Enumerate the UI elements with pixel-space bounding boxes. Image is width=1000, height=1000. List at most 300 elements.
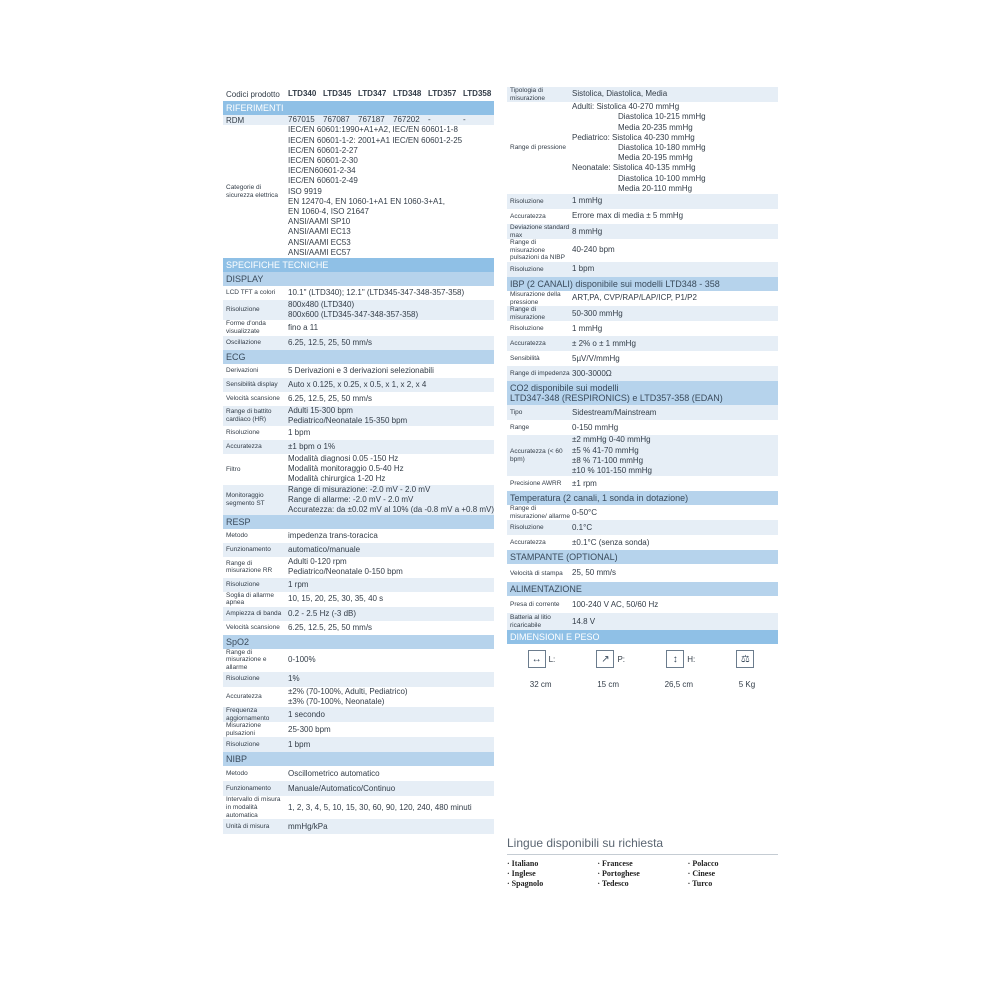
- spec-value: [570, 227, 778, 237]
- spec-line: Errore max di media ± 5 mmHg: [572, 211, 684, 221]
- language-item: · Portoghese: [597, 869, 640, 878]
- spec-line: Diastolica 10-100 mmHg: [618, 173, 706, 183]
- spec-label: Risoluzione: [510, 524, 544, 532]
- dimension-values: [507, 674, 778, 695]
- spec-label: Risoluzione: [226, 741, 260, 749]
- spec-value: [286, 300, 494, 320]
- section-ecg: ECG: [223, 350, 494, 364]
- section-nibp: NIBP: [223, 752, 494, 766]
- language-item: · Polacco: [687, 859, 719, 868]
- spec-label: Risoluzione: [510, 325, 544, 333]
- nibp-right-table: [507, 87, 778, 277]
- spec-line: automatico/manuale: [288, 545, 361, 555]
- spec-row: [223, 336, 494, 350]
- spec-value: [286, 531, 494, 541]
- rdm-label: RDM: [226, 115, 245, 125]
- product-code: LTD348: [393, 89, 422, 98]
- spec-line: Media 20-110 mmHg: [618, 183, 693, 193]
- spec-line: Adulti 15-300 bpm: [288, 405, 353, 415]
- spec-value: [286, 674, 494, 684]
- spec-line: Oscillometrico automatico: [288, 768, 380, 778]
- spec-row: [507, 224, 778, 239]
- spec-row: [507, 505, 778, 520]
- language-item: · Turco: [687, 879, 713, 888]
- spec-label: Range di misurazione pulsazioni da NIBP: [510, 239, 565, 262]
- spec-line: 1 bpm: [288, 739, 311, 749]
- spec-label: Range di misurazione: [510, 306, 546, 321]
- spec-row: [507, 306, 778, 321]
- language-item: · Tedesco: [597, 879, 629, 888]
- spec-label: Range di misurazione e allarme: [226, 648, 267, 672]
- spec-label: Risoluzione: [510, 265, 544, 273]
- co2-table: [507, 405, 778, 491]
- spec-line: Pediatrico/Neonatale 0-150 bpm: [288, 567, 403, 577]
- spec-row: [507, 87, 778, 102]
- spec-row: [507, 596, 778, 613]
- spec-row: [507, 476, 778, 491]
- languages-title: Lingue disponibili su richiesta: [507, 836, 778, 855]
- dimension-label: P:: [617, 654, 626, 664]
- languages-col-2: [597, 859, 687, 889]
- spec-value: [286, 655, 494, 665]
- spec-value: [570, 354, 778, 364]
- spec-line: Modalità chirurgica 1-20 Hz: [288, 474, 386, 484]
- dimension-item: [528, 650, 556, 668]
- spec-row: [507, 366, 778, 381]
- spec-line: mmHg/kPa: [288, 821, 328, 831]
- rdm-row: [223, 115, 494, 125]
- spec-value: [286, 580, 494, 590]
- spec-label: Risoluzione: [226, 429, 260, 437]
- spec-line: ±8 % 71-100 mmHg: [572, 455, 644, 465]
- spec-line: 1 mmHg: [572, 196, 603, 206]
- spec-value: [286, 803, 494, 813]
- spec-value: [570, 568, 778, 578]
- spec-label: Intervallo di misura in modalità automatica: [226, 796, 281, 819]
- spec-line: Manuale/Automatico/Continuo: [288, 783, 396, 793]
- spec-row: [223, 454, 494, 485]
- product-code: LTD347: [358, 89, 387, 98]
- dimension-value: 26,5 cm: [664, 680, 694, 690]
- spec-row: [223, 722, 494, 737]
- spec-line: impedenza trans-toracica: [288, 531, 378, 541]
- spec-label: Funzionamento: [226, 785, 271, 793]
- spec-label: LCD TFT a colori: [226, 289, 276, 297]
- spec-value: [570, 324, 778, 334]
- section-stampante: STAMPANTE (OPTIONAL): [507, 550, 778, 564]
- spec-label: Accuratezza: [510, 539, 546, 547]
- sicurezza-label: Categorie di sicurezza elettrica: [226, 184, 279, 199]
- spec-value: [286, 338, 494, 348]
- section-riferimenti: RIFERIMENTI: [223, 101, 494, 115]
- spec-line: ±2% (70-100%, Adulti, Pediatrico): [288, 686, 408, 696]
- spec-row: [223, 557, 494, 577]
- spec-line: Media 20-235 mmHg: [618, 122, 693, 132]
- spec-line: ±10 % 101-150 mmHg: [572, 465, 652, 475]
- spec-line: 14.8 V: [572, 616, 596, 626]
- spec-value: [570, 435, 778, 476]
- spec-row: [507, 351, 778, 366]
- spec-line: fino a 11: [288, 322, 319, 332]
- spec-line: Adulti: Sistolica 40-270 mmHg: [572, 102, 680, 112]
- dimension-item: [596, 650, 625, 668]
- languages-col-3: [688, 859, 778, 889]
- rdm-value: 767015: [288, 115, 315, 125]
- dimension-value: 5 Kg: [738, 680, 756, 690]
- spec-row: [223, 737, 494, 752]
- spec-value: [286, 394, 494, 404]
- rdm-value: -: [463, 115, 466, 125]
- spec-row: [507, 239, 778, 262]
- spec-label: Accuratezza: [510, 212, 546, 220]
- spec-label: Accuratezza: [226, 693, 262, 701]
- sicurezza-line: IEC/EN 60601-2-27: [288, 145, 358, 155]
- spec-line: ±1 bpm o 1%: [288, 441, 336, 451]
- spec-label: Funzionamento: [226, 546, 271, 554]
- spec-row: [507, 262, 778, 277]
- spec-label: Range di misurazione/ allarme: [510, 505, 570, 520]
- sicurezza-line: ANSI/AAMI EC53: [288, 237, 351, 247]
- spec-value: [570, 600, 778, 610]
- resp-table: [223, 529, 494, 635]
- spec-label: Deviazione standard max: [510, 224, 570, 239]
- languages-grid: [507, 859, 778, 889]
- spec-line: Neonatale: Sistolica 40-135 mmHg: [572, 163, 696, 173]
- section-alimentazione: ALIMENTAZIONE: [507, 582, 778, 596]
- spec-value: [286, 406, 494, 426]
- spec-line: Range di allarme: -2.0 mV - 2.0 mV: [288, 494, 414, 504]
- spec-label: Velocità scansione: [226, 394, 280, 402]
- spec-line: 800x480 (LTD340): [288, 300, 355, 310]
- spec-label: Accuratezza: [226, 443, 262, 451]
- sicurezza-line: EN 1060-4, ISO 21647: [288, 207, 369, 217]
- product-code: LTD358: [463, 89, 492, 98]
- spec-label: Risoluzione: [226, 306, 260, 314]
- section-resp: RESP: [223, 515, 494, 529]
- section-dimensioni: DIMENSIONI E PESO: [507, 630, 778, 644]
- spec-row: [507, 336, 778, 351]
- sicurezza-line: ANSI/AAMI SP10: [288, 217, 351, 227]
- spec-label: Sensibilità: [510, 355, 540, 363]
- spec-row: [223, 300, 494, 320]
- language-item: · Italiano: [507, 859, 539, 868]
- rdm-values: [286, 115, 498, 125]
- spec-value: [570, 408, 778, 418]
- spec-label: Frequenza aggiornamento: [226, 707, 270, 722]
- spec-row: [223, 672, 494, 687]
- spec-line: 1, 2, 3, 4, 5, 10, 15, 30, 60, 90, 120, 240, 480 minuti: [288, 802, 472, 812]
- spec-line: 0-100%: [288, 655, 316, 665]
- sicurezza-line: IEC/EN 60601:1990+A1+A2, IEC/EN 60601-1-8: [288, 125, 458, 135]
- spec-value: [570, 102, 778, 194]
- spec-value: [286, 769, 494, 779]
- spec-label: Risoluzione: [226, 675, 260, 683]
- spec-row: [223, 392, 494, 406]
- spec-label: Accuratezza: [510, 340, 546, 348]
- spec-row: [223, 440, 494, 454]
- language-item: · Inglese: [507, 869, 536, 878]
- section-display: DISPLAY: [223, 272, 494, 286]
- section-specifiche: SPECIFICHE TECNICHE: [223, 258, 494, 272]
- spec-line: Pediatrico/Neonatale 15-350 bpm: [288, 415, 408, 425]
- spec-row: [223, 426, 494, 440]
- spec-line: Modalità monitoraggio 0.5-40 Hz: [288, 464, 404, 474]
- spec-value: [570, 369, 778, 379]
- spec-label: Range: [510, 424, 530, 432]
- dimension-item: [666, 650, 695, 668]
- spec-label: Derivazioni: [226, 366, 259, 374]
- spec-row: [507, 435, 778, 476]
- spec-line: 25-300 bpm: [288, 724, 331, 734]
- sicurezza-line: EN 12470-4, EN 1060-1+A1 EN 1060-3+A1,: [288, 196, 445, 206]
- spec-row: [223, 320, 494, 335]
- spec-row: [223, 707, 494, 722]
- spec-label: Risoluzione: [510, 197, 544, 205]
- ibp-table: [507, 291, 778, 381]
- spec-value: [570, 423, 778, 433]
- spec-label: Soglia di allarme apnea: [226, 591, 275, 607]
- rdm-value: 767202: [393, 115, 420, 125]
- spec-label: Tipo: [510, 409, 523, 417]
- section-co2: [507, 381, 778, 405]
- section-spo2: SpO2: [223, 635, 494, 649]
- language-item: · Cinese: [687, 869, 715, 878]
- product-code: LTD340: [288, 89, 317, 98]
- spec-value: [286, 366, 494, 376]
- sicurezza-line: ISO 9919: [288, 186, 322, 196]
- spec-label: Velocità di stampa: [510, 569, 563, 577]
- spec-row: [507, 321, 778, 336]
- section-ibp: IBP (2 CANALI) disponibile sui modelli LTD348 - 358: [507, 277, 778, 291]
- spec-value: [570, 196, 778, 206]
- spec-line: 0.2 - 2.5 Hz (-3 dB): [288, 608, 357, 618]
- spec-label: Batteria al litio ricaricabile: [510, 614, 551, 629]
- spec-line: 1 secondo: [288, 709, 325, 719]
- spec-line: 10, 15, 20, 25, 30, 35, 40 s: [288, 594, 384, 604]
- spec-line: 40-240 bpm: [572, 245, 615, 255]
- sicurezza-row: [223, 125, 494, 258]
- spec-line: Sistolica, Diastolica, Media: [572, 89, 668, 99]
- spec-value: [286, 288, 494, 298]
- rdm-value: 767087: [323, 115, 350, 125]
- dimension-label: H:: [687, 654, 696, 664]
- spec-line: ±0.1°C (senza sonda): [572, 537, 650, 547]
- spec-line: Auto x 0.125, x 0.25, x 0.5, x 1, x 2, x 4: [288, 379, 427, 389]
- spec-row: [223, 819, 494, 834]
- spec-line: ±2 mmHg 0-40 mmHg: [572, 435, 651, 445]
- spec-row: [223, 406, 494, 426]
- product-code: LTD357: [428, 89, 457, 98]
- spec-row: [507, 420, 778, 435]
- spec-value: [286, 428, 494, 438]
- spec-value: [286, 725, 494, 735]
- spec-label: Range di battito cardiaco (HR): [226, 408, 272, 423]
- spec-line: Diastolica 10-215 mmHg: [618, 112, 706, 122]
- spec-value: [570, 89, 778, 99]
- spec-label: Range di impedenza: [510, 370, 570, 378]
- spec-line: Diastolica 10-180 mmHg: [618, 143, 706, 152]
- spec-label: Sensibilità display: [226, 380, 278, 388]
- spec-row: [223, 529, 494, 543]
- spec-line: 6.25, 12.5, 25, 50 mm/s: [288, 393, 373, 403]
- spec-line: 1 mmHg: [572, 323, 603, 333]
- spec-line: 5 Derivazioni e 3 derivazioni selezionabili: [288, 365, 434, 375]
- spec-row: [223, 766, 494, 781]
- spec-line: 10.1" (LTD340); 12.1" (LTD345-347-348-357-358): [288, 287, 465, 297]
- spec-label: Range di misurazione RR: [226, 559, 273, 575]
- spec-value: [570, 339, 778, 349]
- display-table: [223, 286, 494, 350]
- spec-value: [570, 523, 778, 533]
- spec-label: Ampiezza di banda: [226, 610, 282, 618]
- spec-label: Forme d'onda visualizzate: [226, 320, 266, 336]
- dimension-value: 15 cm: [597, 680, 619, 690]
- spec-value: [286, 623, 494, 633]
- spec-line: 6.25, 12.5, 25, 50 mm/s: [288, 622, 373, 632]
- rdm-value: -: [428, 115, 431, 125]
- spec-row: [507, 405, 778, 420]
- languages-block: [507, 836, 778, 889]
- language-item: · Spagnolo: [507, 879, 544, 888]
- spec-line: 0-50°C: [572, 507, 597, 517]
- spec-label: Velocità scansione: [226, 624, 280, 632]
- spec-row: [507, 520, 778, 535]
- spec-value: [286, 454, 494, 485]
- spec-line: ±1 rpm: [572, 478, 597, 488]
- spec-line: 25, 50 mm/s: [572, 568, 617, 578]
- spec-label: Oscillazione: [226, 338, 262, 346]
- spec-value: [286, 557, 494, 577]
- spec-row: [223, 378, 494, 392]
- spec-line: 0.1°C: [572, 522, 593, 532]
- sicurezza-values: [286, 125, 494, 258]
- sicurezza-line: ANSI/AAMI EC13: [288, 227, 351, 237]
- spec-value: [286, 545, 494, 555]
- spo2-table: [223, 649, 494, 753]
- spec-line: Range di misurazione: -2.0 mV - 2.0 mV: [288, 484, 431, 494]
- right-spec-column: [507, 87, 778, 695]
- spec-row: [223, 485, 494, 516]
- spec-line: 6.25, 12.5, 25, 50 mm/s: [288, 337, 373, 347]
- spec-line: Sidestream/Mainstream: [572, 407, 657, 417]
- sicurezza-line: IEC/EN 60601-2-49: [288, 176, 358, 186]
- alimentazione-table: [507, 596, 778, 630]
- spec-line: 1%: [288, 674, 300, 684]
- spec-row: [223, 621, 494, 635]
- spec-value: [286, 710, 494, 720]
- spec-label: Risoluzione: [226, 580, 260, 588]
- spec-line: Modalità diagnosi 0.05 -150 Hz: [288, 454, 399, 464]
- stampante-table: [507, 564, 778, 582]
- spec-value: [286, 609, 494, 619]
- spec-value: [570, 245, 778, 255]
- spec-line: Adulti 0-120 rpm: [288, 557, 347, 567]
- weight-scale-icon: ⚖: [736, 650, 754, 668]
- spec-value: [570, 538, 778, 548]
- spec-value: [570, 264, 778, 274]
- spec-label: Presa di corrente: [510, 601, 560, 609]
- sicurezza-line: IEC/EN 60601-2-30: [288, 156, 358, 166]
- left-spec-column: [223, 87, 494, 834]
- temp-table: [507, 505, 778, 550]
- spec-row: [507, 194, 778, 209]
- spec-label: Misurazione pulsazioni: [226, 722, 262, 737]
- co2-title-1: CO2 disponibile sui modelli: [510, 383, 619, 394]
- spec-row: [507, 209, 778, 224]
- spec-label: Accuratezza (< 60 bpm): [510, 448, 563, 463]
- languages-col-1: [507, 859, 597, 889]
- spec-label: Precisione AWRR: [510, 479, 562, 487]
- spec-line: ±5 % 41-70 mmHg: [572, 445, 639, 455]
- spec-value: [286, 442, 494, 452]
- spec-line: ± 2% o ± 1 mmHg: [572, 338, 636, 348]
- sicurezza-line: IEC/EN60601-2-34: [288, 166, 356, 176]
- spec-row: [507, 102, 778, 194]
- spec-line: 0-150 mmHg: [572, 422, 619, 432]
- spec-value: [570, 617, 778, 627]
- spec-value: [286, 740, 494, 750]
- spec-line: 1 rpm: [288, 579, 309, 589]
- width-arrow-icon: ↔: [528, 650, 546, 668]
- spec-label: Metodo: [226, 532, 248, 540]
- spec-value: [570, 211, 778, 221]
- codes-label: Codici prodotto: [226, 89, 280, 99]
- height-arrow-icon: ↕: [666, 650, 684, 668]
- spec-label: Range di pressione: [510, 144, 567, 152]
- spec-row: [223, 781, 494, 796]
- language-item: · Francese: [597, 859, 633, 868]
- spec-value: [286, 784, 494, 794]
- spec-row: [223, 649, 494, 672]
- spec-row: [507, 564, 778, 582]
- depth-arrow-icon: ↗: [596, 650, 614, 668]
- sicurezza-line: IEC/EN 60601-1-2: 2001+A1 IEC/EN 60601-2-25: [288, 135, 463, 145]
- spec-value: [570, 293, 778, 303]
- spec-value: [286, 687, 494, 707]
- spec-value: [570, 309, 778, 319]
- co2-title-2: LTD347-348 (RESPIRONICS) e LTD357-358 (EDAN): [510, 393, 723, 404]
- spec-line: 300-3000Ω: [572, 368, 612, 378]
- spec-value: [286, 380, 494, 390]
- spec-row: [507, 291, 778, 306]
- spec-line: ART,PA, CVP/RAP/LAP/ICP, P1/P2: [572, 293, 697, 303]
- spec-line: ±3% (70-100%, Neonatale): [288, 696, 385, 706]
- ecg-table: [223, 364, 494, 516]
- spec-row: [223, 687, 494, 707]
- spec-row: [223, 578, 494, 592]
- dimension-item: [736, 650, 757, 668]
- spec-value: [286, 323, 494, 333]
- codes-row: [223, 87, 494, 101]
- spec-line: Media 20-195 mmHg: [618, 153, 693, 163]
- dimension-label: L:: [548, 654, 556, 664]
- spec-row: [223, 364, 494, 378]
- spec-value: [286, 485, 494, 516]
- codes-list: [286, 89, 498, 99]
- spec-label: Misurazione della pressione: [510, 290, 561, 306]
- spec-line: Pediatrico: Sistolica 40-230 mmHg: [572, 132, 695, 142]
- spec-value: [286, 822, 494, 832]
- spec-line: 100-240 V AC, 50/60 Hz: [572, 599, 659, 609]
- spec-line: Accuratezza: da ±0.02 mV al 10% (da -0.8 mV a +0.8 mV): [288, 505, 495, 515]
- spec-row: [507, 535, 778, 550]
- spec-row: [223, 796, 494, 819]
- spec-value: [570, 508, 778, 518]
- spec-line: 800x600 (LTD345-347-348-357-358): [288, 310, 419, 320]
- spec-line: 1 bpm: [288, 427, 311, 437]
- section-temp: Temperatura (2 canali, 1 sonda in dotazione): [507, 491, 778, 505]
- dimension-icons: [507, 644, 778, 674]
